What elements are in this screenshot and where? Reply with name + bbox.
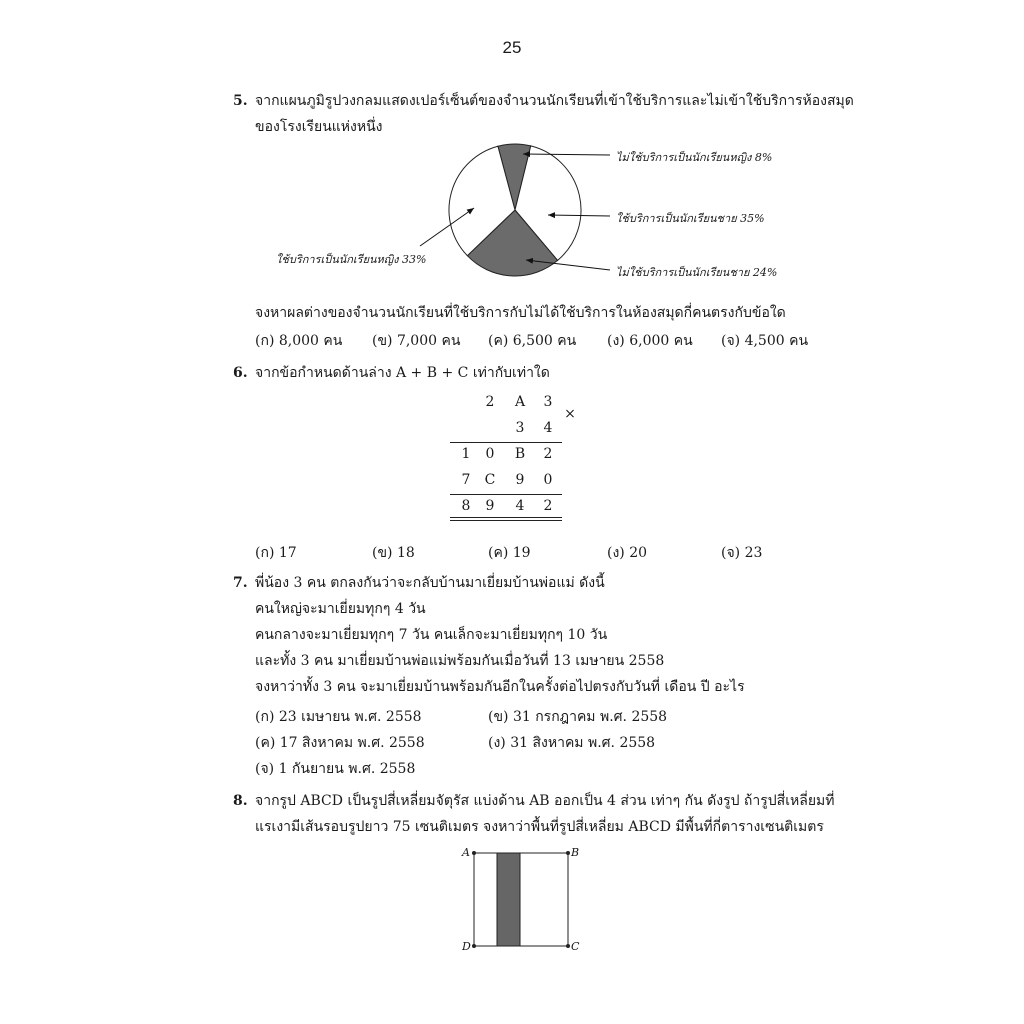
digit: 0 xyxy=(485,446,495,462)
option-b[interactable]: (ข) 18 xyxy=(372,545,415,561)
label-c: C xyxy=(571,940,580,953)
option-c[interactable]: (ค) 19 xyxy=(488,545,531,561)
shaded-strip xyxy=(497,853,520,946)
double-rule-line xyxy=(450,520,562,521)
arrow-male-use xyxy=(548,215,610,216)
question-line: ของโรงเรียนแห่งหนึ่ง xyxy=(255,119,383,135)
option-a[interactable]: (ก) 17 xyxy=(255,545,297,561)
question-6-text xyxy=(233,360,550,386)
option-e[interactable]: (จ) 4,500 คน xyxy=(721,333,809,349)
digit: 3 xyxy=(515,420,525,436)
pie-label-male-use: ใช้บริการเป็นนักเรียนชาย 35% xyxy=(616,212,765,225)
pie-label-male-not: ไม่ใช้บริการเป็นนักเรียนชาย 24% xyxy=(616,266,778,279)
digit: 2 xyxy=(543,446,553,462)
question-line: พี่น้อง 3 คน ตกลงกันว่าจะกลับบ้านมาเยี่ยมบ้านพ่อแม่ ดังนี้ xyxy=(255,575,605,591)
digit: A xyxy=(514,394,526,410)
question-line: จากแผนภูมิรูปวงกลมแสดงเปอร์เซ็นต์ของจำนวนนักเรียนที่เข้าใช้บริการและไม่เข้าใช้บริการห้องสมุด xyxy=(255,93,854,109)
option-d[interactable]: (ง) 31 สิงหาคม พ.ศ. 2558 xyxy=(488,735,656,751)
pie-label-female-not: ไม่ใช้บริการเป็นนักเรียนหญิง 8% xyxy=(616,151,773,164)
question-number: 7. xyxy=(233,575,248,591)
vertex-c xyxy=(566,944,570,948)
question-line: และทั้ง 3 คน มาเยี่ยมบ้านพ่อแม่พร้อมกันเมื่อวันที่ 13 เมษายน 2558 xyxy=(255,653,665,669)
digit: 4 xyxy=(515,498,525,514)
digit: 2 xyxy=(485,394,495,410)
question-line: คนใหญ่จะมาเยี่ยมทุกๆ 4 วัน xyxy=(255,601,426,617)
rule-line xyxy=(450,494,562,495)
digit: 1 xyxy=(461,446,471,462)
option-e[interactable]: (จ) 23 xyxy=(721,545,763,561)
digit: 0 xyxy=(543,472,553,488)
vertex-b xyxy=(566,851,570,855)
option-d[interactable]: (ง) 20 xyxy=(607,545,648,561)
option-e[interactable]: (จ) 1 กันยายน พ.ศ. 2558 xyxy=(255,761,416,777)
vertex-a xyxy=(472,851,476,855)
question-line: จงหาว่าทั้ง 3 คน จะมาเยี่ยมบ้านพร้อมกันอีกในครั้งต่อไปตรงกับวันที่ เดือน ปี อะไร xyxy=(255,679,745,695)
option-b[interactable]: (ข) 31 กรกฎาคม พ.ศ. 2558 xyxy=(488,709,668,725)
option-b[interactable]: (ข) 7,000 คน xyxy=(372,333,461,349)
label-b: B xyxy=(571,846,580,859)
question-5-prompt xyxy=(233,300,786,326)
page-number: 25 xyxy=(502,38,522,57)
question-8-text xyxy=(233,788,834,840)
digit: 4 xyxy=(543,420,553,436)
label-a: A xyxy=(462,846,470,859)
option-c[interactable]: (ค) 6,500 คน xyxy=(488,333,577,349)
option-d[interactable]: (ง) 6,000 คน xyxy=(607,333,693,349)
question-number: 6. xyxy=(233,365,248,381)
option-a[interactable]: (ก) 8,000 คน xyxy=(255,333,343,349)
question-number: 8. xyxy=(233,793,248,809)
digit: 3 xyxy=(543,394,553,410)
digit: 9 xyxy=(485,498,495,514)
question-number: 5. xyxy=(233,93,248,109)
label-d: D xyxy=(462,940,471,953)
pie-label-female-use: ใช้บริการเป็นนักเรียนหญิง 33% xyxy=(276,253,427,266)
question-line: คนกลางจะมาเยี่ยมทุกๆ 7 วัน คนเล็กจะมาเยี่ยมทุกๆ 10 วัน xyxy=(255,627,608,643)
double-rule-line xyxy=(450,517,562,518)
digit: C xyxy=(484,472,496,488)
digit: 8 xyxy=(461,498,471,514)
digit: 7 xyxy=(461,472,471,488)
square-abcd xyxy=(474,853,568,946)
arrow-female-not xyxy=(523,154,610,155)
question-line: จงหาผลต่างของจำนวนนักเรียนที่ใช้บริการกับไม่ได้ใช้บริการในห้องสมุดกี่คนตรงกับข้อใด xyxy=(255,305,786,321)
arrow-male-not xyxy=(526,260,610,270)
digit: B xyxy=(514,446,526,462)
digit: 2 xyxy=(543,498,553,514)
digit: 9 xyxy=(515,472,525,488)
option-a[interactable]: (ก) 23 เมษายน พ.ศ. 2558 xyxy=(255,709,422,725)
question-line: จากรูป ABCD เป็นรูปสี่เหลี่ยมจัตุรัส แบ่งด้าน AB ออกเป็น 4 ส่วน เท่าๆ กัน ดังรูป ถ้ารูปสี่เหลี่ยมที่ xyxy=(255,793,835,809)
arrow-female-use xyxy=(420,208,474,246)
vertex-d xyxy=(472,944,476,948)
question-line: แรเงามีเส้นรอบรูปยาว 75 เซนติเมตร จงหาว่าพื้นที่รูปสี่เหลี่ยม ABCD มีพื้นที่กี่ตารางเซนติเมตร xyxy=(255,819,824,835)
question-line: จากข้อกำหนดด้านล่าง A + B + C เท่ากับเท่าใด xyxy=(255,365,550,381)
rule-line xyxy=(450,442,562,443)
option-c[interactable]: (ค) 17 สิงหาคม พ.ศ. 2558 xyxy=(255,735,425,751)
times-sign: × xyxy=(564,406,576,422)
multiplication-problem xyxy=(450,394,580,524)
question-7-text xyxy=(233,570,745,700)
